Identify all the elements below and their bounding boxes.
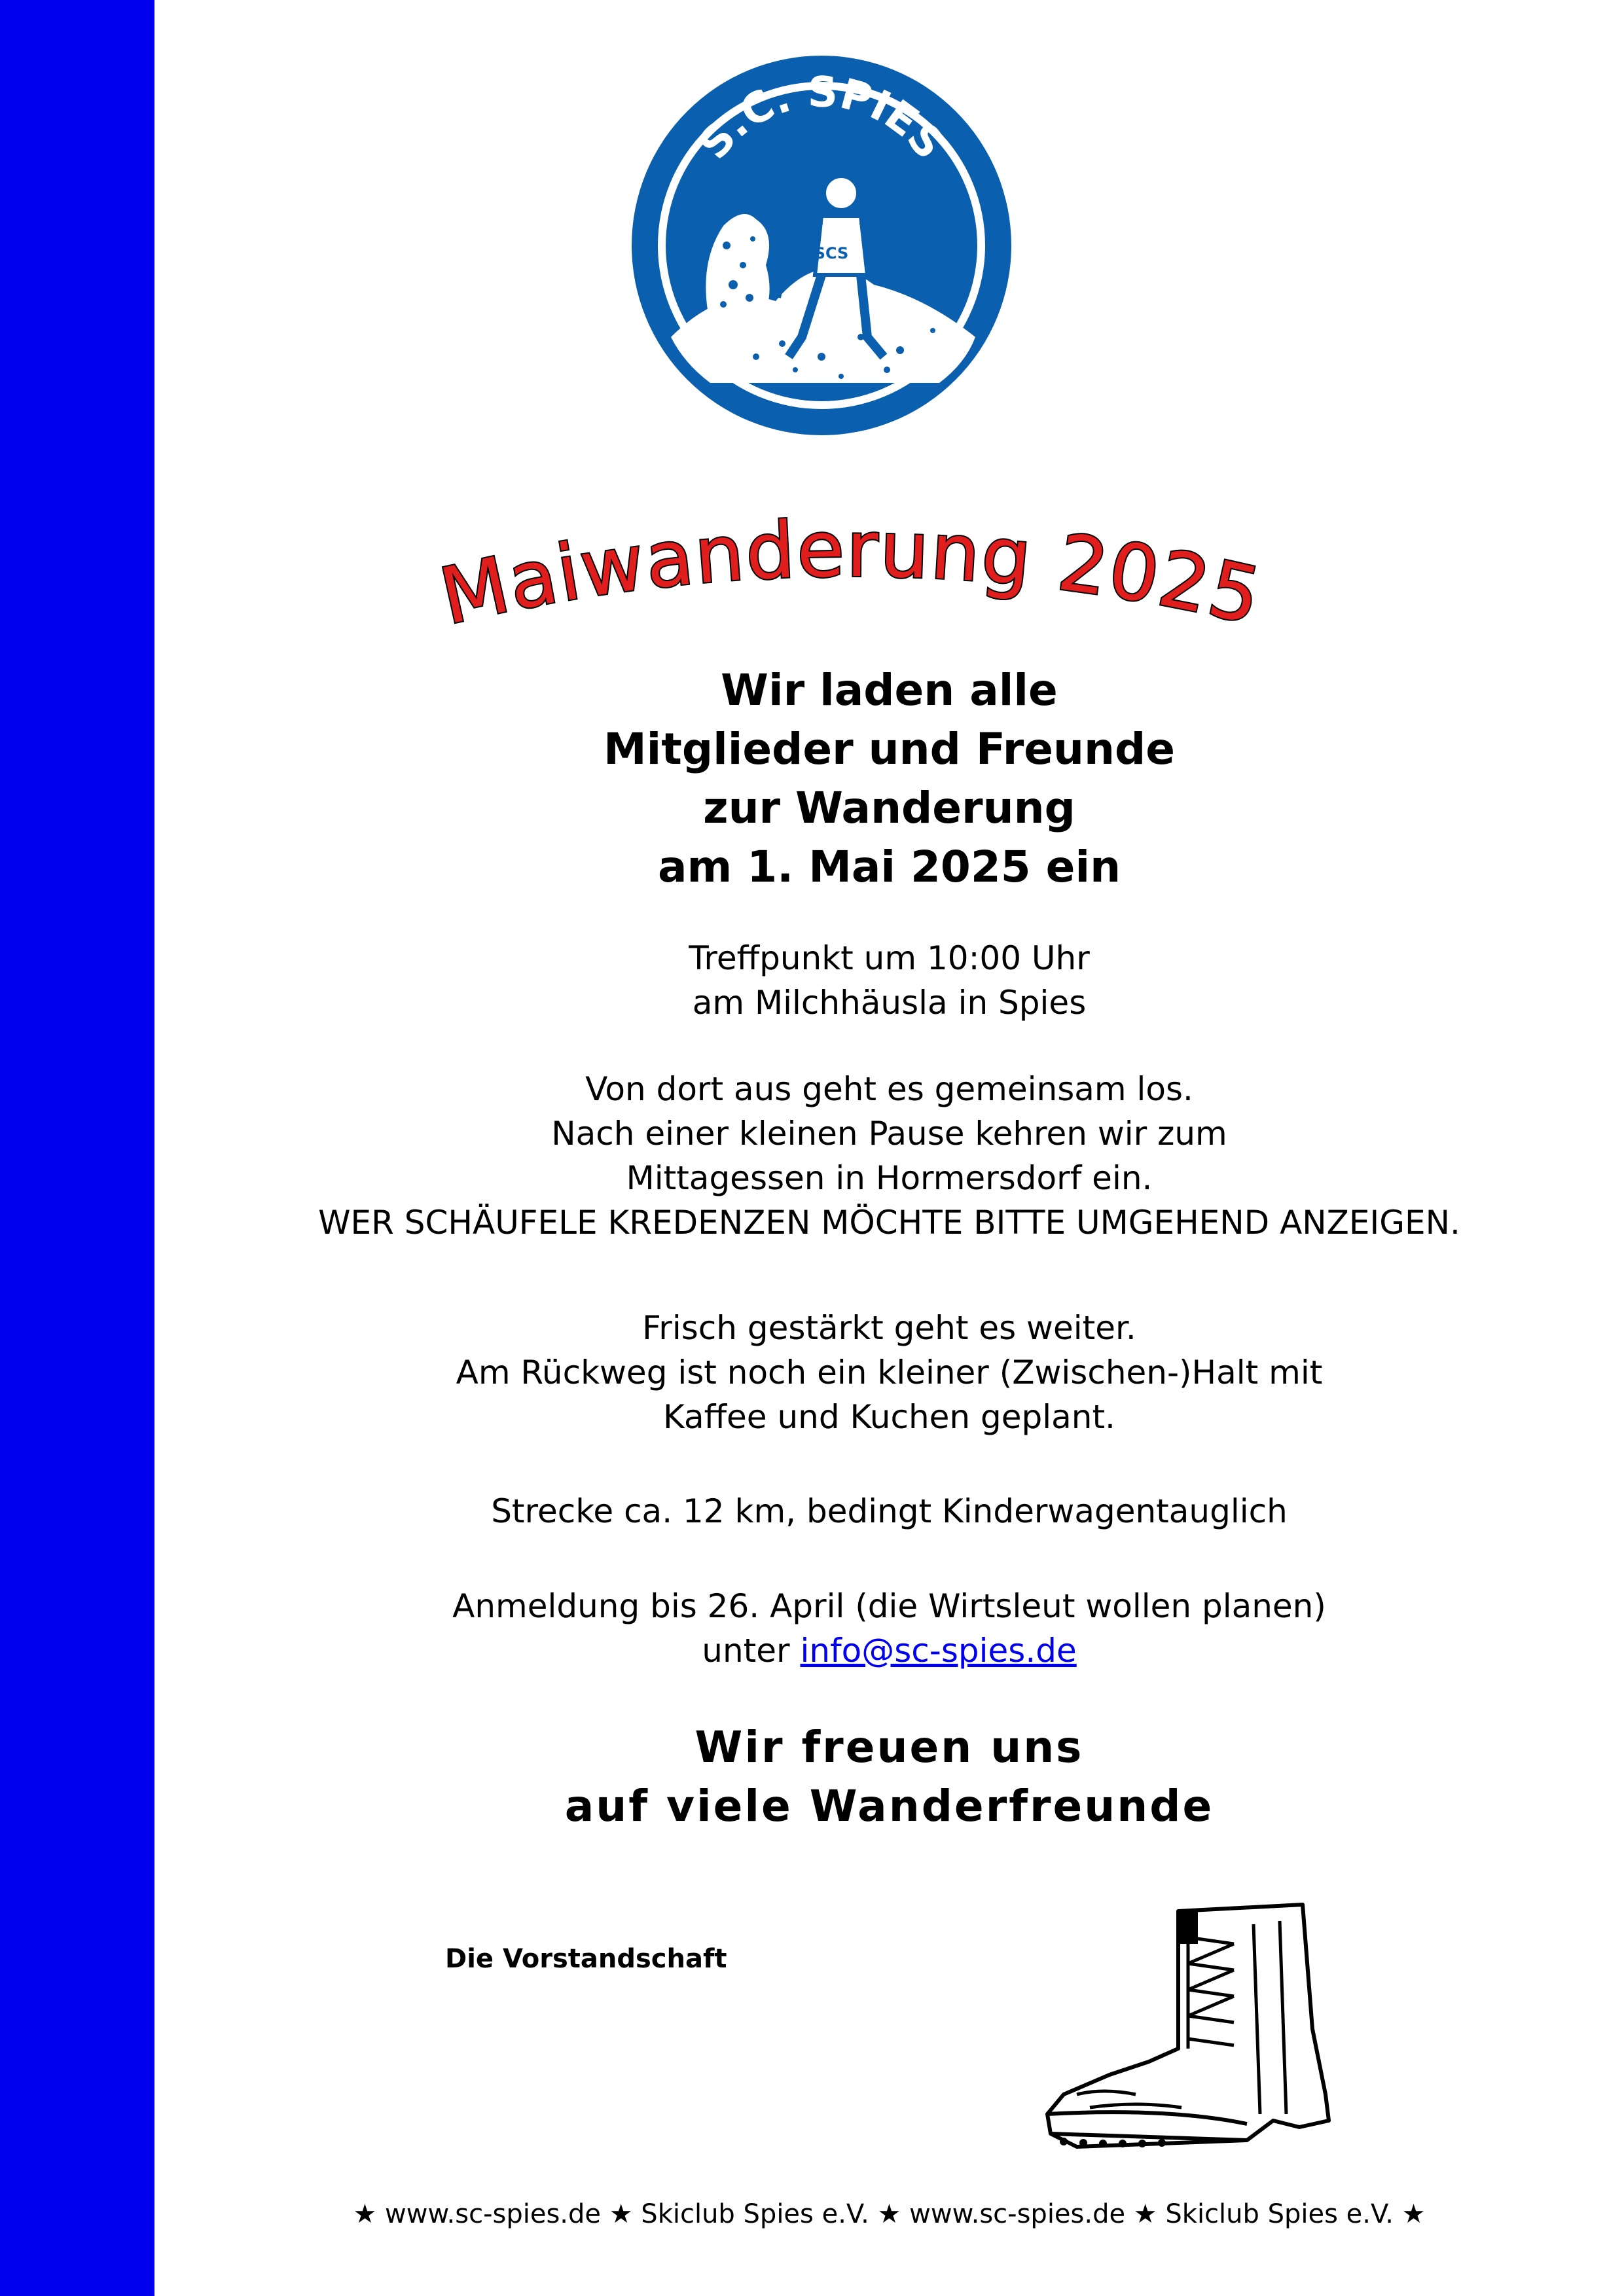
route-line: WER SCHÄUFELE KREDENZEN MÖCHTE BITTE UMGEHEND ANZEIGEN. bbox=[318, 1204, 1460, 1242]
closing-line: Wir freuen uns bbox=[695, 1722, 1084, 1772]
registration-info bbox=[154, 1584, 1624, 1673]
afternoon-line: Frisch gestärkt geht es weiter. bbox=[642, 1309, 1136, 1347]
invitation-line: Wir laden alle bbox=[721, 665, 1058, 715]
distance-info: Strecke ca. 12 km, bedingt Kinderwagentauglich bbox=[491, 1492, 1288, 1530]
logo-text: S.C. SPIES bbox=[689, 68, 954, 169]
afternoon-line: Kaffee und Kuchen geplant. bbox=[663, 1398, 1115, 1436]
route-description bbox=[154, 1067, 1624, 1245]
registration-prefix: unter bbox=[702, 1632, 790, 1670]
route-line: Nach einer kleinen Pause kehren wir zum bbox=[551, 1115, 1227, 1153]
route-line: Mittagessen in Hormersdorf ein. bbox=[626, 1159, 1153, 1197]
svg-text:Maiwanderung 2025: Maiwanderung 2025 bbox=[432, 503, 1270, 641]
footer: ★ www.sc-spies.de ★ Skiclub Spies e.V. ★ www.sc-spies.de ★ Skiclub Spies e.V. ★ bbox=[353, 2199, 1426, 2229]
logo-shirt-text: SCS bbox=[814, 244, 849, 262]
signature: Die Vorstandschaft bbox=[445, 1944, 727, 1974]
invitation-line: am 1. Mai 2025 ein bbox=[657, 842, 1121, 892]
page-title bbox=[406, 497, 1296, 641]
invitation-line: zur Wanderung bbox=[703, 783, 1075, 833]
closing-line: auf viele Wanderfreunde bbox=[564, 1781, 1214, 1831]
meeting-point bbox=[154, 936, 1624, 1025]
blue-side-bar bbox=[0, 0, 154, 2296]
registration-line: Anmeldung bis 26. April (die Wirtsleut wollen planen) bbox=[452, 1587, 1326, 1625]
email-link[interactable]: info@sc-spies.de bbox=[800, 1632, 1077, 1670]
invitation-line: Mitglieder und Freunde bbox=[604, 724, 1175, 774]
route-line: Von dort aus geht es gemeinsam los. bbox=[585, 1070, 1193, 1108]
hiking-boot-icon bbox=[1038, 1898, 1339, 2160]
ski-club-logo bbox=[625, 49, 1018, 442]
afternoon-line: Am Rückweg ist noch ein kleiner (Zwischen-)Halt mit bbox=[456, 1354, 1323, 1391]
registration-email-line bbox=[154, 1628, 1624, 1673]
invitation-heading bbox=[154, 661, 1624, 897]
afternoon-description bbox=[154, 1306, 1624, 1439]
meeting-line: Treffpunkt um 10:00 Uhr bbox=[689, 939, 1090, 977]
meeting-line: am Milchhäusla in Spies bbox=[692, 984, 1087, 1022]
closing-message bbox=[154, 1718, 1624, 1836]
